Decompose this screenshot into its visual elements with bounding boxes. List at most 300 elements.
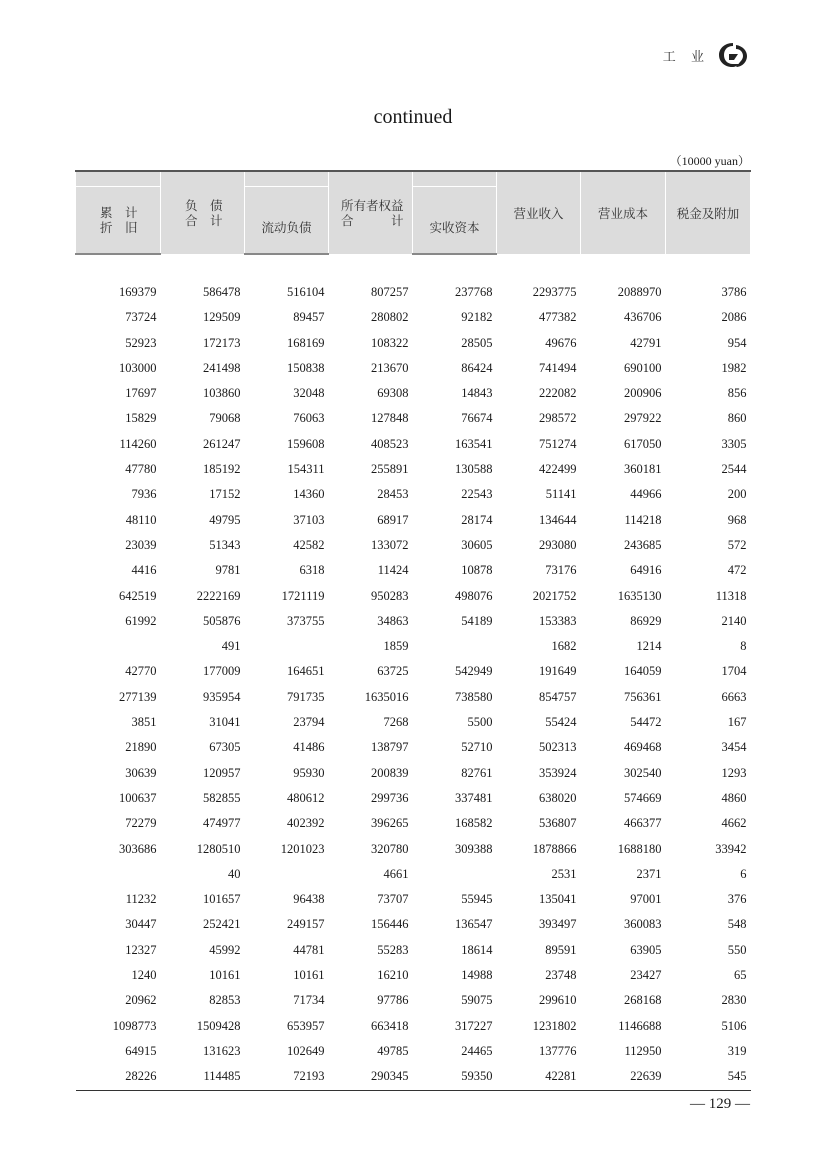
table-cell: 536807 bbox=[539, 816, 577, 831]
table-row bbox=[76, 609, 751, 634]
table-cell: 582855 bbox=[203, 790, 241, 805]
table-cell: 477382 bbox=[539, 310, 577, 325]
table-cell: 4661 bbox=[383, 866, 409, 881]
table-cell: 134644 bbox=[539, 512, 577, 527]
table-row bbox=[76, 432, 751, 457]
table-cell: 114485 bbox=[161, 1064, 245, 1090]
table-cell: 17697 bbox=[125, 386, 157, 401]
table-cell: 586478 bbox=[203, 285, 241, 299]
table-cell: 935954 bbox=[203, 689, 241, 704]
table-row bbox=[76, 381, 751, 406]
table-cell: 1859 bbox=[383, 639, 409, 654]
table-cell: 474977 bbox=[203, 816, 241, 831]
table-cell: 5106 bbox=[721, 1018, 747, 1033]
table-cell: 34863 bbox=[377, 613, 409, 628]
table-cell: 1240 bbox=[131, 968, 157, 983]
table-cell: 30447 bbox=[125, 917, 157, 932]
table-cell: 950283 bbox=[371, 588, 409, 603]
table-cell: 2140 bbox=[721, 613, 747, 628]
table-cell: 95930 bbox=[293, 765, 325, 780]
table-cell: 791735 bbox=[287, 689, 325, 704]
section-label: 工 业 bbox=[662, 48, 710, 64]
table-cell: 8 bbox=[740, 639, 747, 654]
table-cell: 167 bbox=[727, 715, 747, 730]
table-cell bbox=[76, 862, 161, 887]
table-cell: 516104 bbox=[287, 285, 325, 299]
table-cell: 79068 bbox=[209, 411, 241, 426]
table-cell: 31041 bbox=[209, 715, 241, 730]
table-cell: 44966 bbox=[630, 487, 662, 502]
table-cell: 172173 bbox=[203, 335, 241, 350]
table-cell: 47780 bbox=[125, 462, 157, 477]
table-cell: 64916 bbox=[630, 563, 662, 578]
table-cell: 33942 bbox=[715, 841, 747, 856]
table-cell: 360181 bbox=[624, 462, 662, 477]
table-cell: 48110 bbox=[125, 512, 157, 527]
table-cell: 268168 bbox=[624, 993, 662, 1008]
table-cell: 18614 bbox=[461, 942, 493, 957]
table-cell: 52710 bbox=[461, 740, 493, 755]
table-cell: 638020 bbox=[539, 790, 577, 805]
table-cell: 402392 bbox=[287, 816, 325, 831]
table-cell: 303686 bbox=[119, 841, 157, 856]
table-cell: 20962 bbox=[125, 993, 157, 1008]
page-number: — 129 — bbox=[690, 1096, 750, 1112]
table-cell: 44781 bbox=[293, 942, 325, 957]
table-cell: 11424 bbox=[377, 563, 409, 578]
table-cell: 45992 bbox=[209, 942, 241, 957]
table-cell: 127848 bbox=[371, 411, 409, 426]
table-cell: 4860 bbox=[721, 790, 747, 805]
table-cell: 280802 bbox=[371, 310, 409, 325]
table-cell: 73176 bbox=[545, 563, 577, 578]
spacer-cell bbox=[76, 254, 751, 280]
table-cell: 12327 bbox=[125, 942, 157, 957]
table-cell: 856 bbox=[727, 386, 747, 401]
table-row bbox=[76, 710, 751, 735]
header-current-liabilities-label: 流动负债 bbox=[261, 219, 312, 235]
header-taxes-surcharges bbox=[666, 171, 751, 254]
table-cell: 76674 bbox=[461, 411, 493, 426]
table-cell: 299610 bbox=[539, 993, 577, 1008]
table-cell: 249157 bbox=[287, 917, 325, 932]
header-operating-revenue bbox=[497, 171, 581, 254]
table-cell: 502313 bbox=[539, 740, 577, 755]
table-cell: 114218 bbox=[624, 512, 662, 527]
table-cell: 1688180 bbox=[617, 841, 662, 856]
table-cell: 243685 bbox=[624, 537, 662, 552]
table-body bbox=[76, 254, 751, 1090]
table-cell: 22639 bbox=[581, 1064, 666, 1090]
table-cell: 741494 bbox=[539, 360, 577, 375]
table-row bbox=[76, 508, 751, 533]
table-cell: 738580 bbox=[455, 689, 493, 704]
table-cell: 21890 bbox=[125, 740, 157, 755]
table-cell: 23039 bbox=[125, 537, 157, 552]
table-cell: 3786 bbox=[721, 285, 747, 299]
table-cell: 491 bbox=[221, 639, 241, 654]
table-cell: 7936 bbox=[131, 487, 157, 502]
table-cell: 302540 bbox=[624, 765, 662, 780]
table-cell: 309388 bbox=[455, 841, 493, 856]
table-cell: 4662 bbox=[721, 816, 747, 831]
table-cell: 114260 bbox=[119, 436, 157, 451]
table-cell: 28505 bbox=[461, 335, 493, 350]
table-cell: 89457 bbox=[293, 310, 325, 325]
table-cell: 191649 bbox=[539, 664, 577, 679]
table-cell: 42582 bbox=[293, 537, 325, 552]
table-row bbox=[76, 912, 751, 937]
table-cell: 317227 bbox=[455, 1018, 493, 1033]
table-cell: 1098773 bbox=[112, 1018, 157, 1033]
table-cell: 16210 bbox=[377, 968, 409, 983]
header-depreciation-label: 累 计 折 旧 bbox=[100, 205, 138, 235]
table-cell: 63905 bbox=[630, 942, 662, 957]
table-cell: 102649 bbox=[287, 1043, 325, 1058]
table-row bbox=[76, 558, 751, 583]
unit-label: （10000 yuan） bbox=[669, 154, 750, 168]
table-cell: 49795 bbox=[209, 512, 241, 527]
table-cell: 73724 bbox=[125, 310, 157, 325]
header-gap bbox=[76, 171, 161, 187]
table-cell: 169379 bbox=[119, 285, 157, 299]
table-cell: 7268 bbox=[383, 715, 409, 730]
table-cell: 103000 bbox=[119, 360, 157, 375]
table-row bbox=[76, 406, 751, 431]
table-cell: 2830 bbox=[721, 993, 747, 1008]
table-cell: 360083 bbox=[624, 917, 662, 932]
table-cell: 261247 bbox=[203, 436, 241, 451]
table-cell: 14360 bbox=[293, 487, 325, 502]
table-cell: 2088970 bbox=[617, 285, 662, 299]
table-cell: 2222169 bbox=[196, 588, 241, 603]
table-cell: 168169 bbox=[287, 335, 325, 350]
header-total-liabilities-label: 负 债 合 计 bbox=[185, 198, 223, 228]
table-cell: 663418 bbox=[371, 1018, 409, 1033]
table-cell: 28226 bbox=[76, 1064, 161, 1090]
table-cell: 297922 bbox=[624, 411, 662, 426]
section-logo-icon bbox=[716, 40, 750, 70]
table-cell: 10161 bbox=[293, 968, 325, 983]
table-cell: 2021752 bbox=[532, 588, 577, 603]
table-cell: 73707 bbox=[377, 892, 409, 907]
table-cell: 133072 bbox=[371, 537, 409, 552]
table-cell: 1704 bbox=[721, 664, 747, 679]
table-cell: 37103 bbox=[293, 512, 325, 527]
table-cell: 213670 bbox=[371, 360, 409, 375]
table-row bbox=[76, 938, 751, 963]
table-row bbox=[76, 1064, 751, 1090]
table-cell: 11318 bbox=[715, 588, 747, 603]
table-cell: 3305 bbox=[721, 436, 747, 451]
table-cell: 153383 bbox=[539, 613, 577, 628]
table-cell: 293080 bbox=[539, 537, 577, 552]
table-cell: 690100 bbox=[624, 360, 662, 375]
table-cell: 63725 bbox=[377, 664, 409, 679]
table-cell: 1146688 bbox=[618, 1018, 662, 1033]
table-cell: 6 bbox=[740, 866, 747, 881]
header-owners-equity bbox=[329, 171, 413, 254]
table-cell: 1878866 bbox=[532, 841, 577, 856]
table-row bbox=[76, 584, 751, 609]
table-cell: 290345 bbox=[329, 1064, 413, 1090]
table-row bbox=[76, 862, 751, 887]
table-cell: 154311 bbox=[287, 462, 325, 477]
table-row bbox=[76, 482, 751, 507]
table-cell: 164059 bbox=[624, 664, 662, 679]
table-cell: 101657 bbox=[203, 892, 241, 907]
table-cell: 168582 bbox=[455, 816, 493, 831]
table-cell: 59075 bbox=[461, 993, 493, 1008]
table-cell: 393497 bbox=[539, 917, 577, 932]
table-row bbox=[76, 735, 751, 760]
table-row bbox=[76, 1014, 751, 1039]
table-cell: 185192 bbox=[203, 462, 241, 477]
table-row bbox=[76, 761, 751, 786]
table-cell bbox=[76, 634, 161, 659]
table-cell: 1280510 bbox=[196, 841, 241, 856]
table-cell: 159608 bbox=[287, 436, 325, 451]
table-cell: 572 bbox=[727, 537, 747, 552]
table-cell: 1635130 bbox=[617, 588, 662, 603]
table-cell: 2531 bbox=[551, 866, 577, 881]
table-cell bbox=[245, 634, 329, 659]
table-row bbox=[76, 331, 751, 356]
header-current-liabilities bbox=[245, 187, 329, 255]
table-cell: 156446 bbox=[371, 917, 409, 932]
table-cell: 23794 bbox=[293, 715, 325, 730]
table-cell: 505876 bbox=[203, 613, 241, 628]
table-cell: 54189 bbox=[461, 613, 493, 628]
header-gap bbox=[245, 171, 329, 187]
table-cell: 10161 bbox=[209, 968, 241, 983]
table-cell: 9781 bbox=[215, 563, 241, 578]
header-operating-revenue-label: 营业收入 bbox=[513, 205, 564, 221]
table-row bbox=[76, 305, 751, 330]
table-cell: 49676 bbox=[545, 335, 577, 350]
table-cell: 24465 bbox=[461, 1043, 493, 1058]
table-cell: 320780 bbox=[371, 841, 409, 856]
table-cell: 2293775 bbox=[532, 285, 577, 299]
table-cell: 1682 bbox=[551, 639, 577, 654]
table-cell: 61992 bbox=[125, 613, 157, 628]
table-cell bbox=[413, 634, 497, 659]
table-cell: 751274 bbox=[539, 436, 577, 451]
table-cell: 2371 bbox=[636, 866, 662, 881]
table-cell: 200 bbox=[727, 487, 747, 502]
table-cell: 1231802 bbox=[532, 1018, 577, 1033]
table-cell: 860 bbox=[727, 411, 747, 426]
table-cell: 550 bbox=[727, 942, 747, 957]
table-cell: 89591 bbox=[545, 942, 577, 957]
table-cell: 82761 bbox=[461, 765, 493, 780]
table-cell: 138797 bbox=[371, 740, 409, 755]
table-row bbox=[76, 685, 751, 710]
table-cell: 150838 bbox=[287, 360, 325, 375]
table-row bbox=[76, 533, 751, 558]
table-cell: 854757 bbox=[539, 689, 577, 704]
table-cell: 472 bbox=[727, 563, 747, 578]
table-cell: 6318 bbox=[299, 563, 325, 578]
table-row bbox=[76, 457, 751, 482]
table-row bbox=[76, 988, 751, 1013]
table-row bbox=[76, 811, 751, 836]
table-cell: 130588 bbox=[455, 462, 493, 477]
table-cell: 200906 bbox=[624, 386, 662, 401]
table-cell: 135041 bbox=[539, 892, 577, 907]
table-cell: 408523 bbox=[371, 436, 409, 451]
table-cell: 65 bbox=[734, 968, 747, 983]
table-cell: 653957 bbox=[287, 1018, 325, 1033]
table-cell: 3454 bbox=[721, 740, 747, 755]
table-cell: 86424 bbox=[461, 360, 493, 375]
table-cell: 131623 bbox=[203, 1043, 241, 1058]
table-cell: 55945 bbox=[461, 892, 493, 907]
table-cell: 30605 bbox=[461, 537, 493, 552]
table-cell: 396265 bbox=[371, 816, 409, 831]
table-cell: 617050 bbox=[624, 436, 662, 451]
table-cell: 376 bbox=[727, 892, 747, 907]
table-cell: 112950 bbox=[624, 1043, 662, 1058]
table-cell: 177009 bbox=[203, 664, 241, 679]
table-row bbox=[76, 786, 751, 811]
table-cell: 1509428 bbox=[196, 1018, 241, 1033]
table-cell: 480612 bbox=[287, 790, 325, 805]
header-operating-cost bbox=[581, 171, 666, 254]
table-cell bbox=[413, 862, 497, 887]
table-cell: 337481 bbox=[455, 790, 493, 805]
table-cell: 241498 bbox=[203, 360, 241, 375]
table-cell: 222082 bbox=[539, 386, 577, 401]
header-gap bbox=[413, 171, 497, 187]
table-cell: 968 bbox=[727, 512, 747, 527]
table-cell: 42770 bbox=[125, 664, 157, 679]
table-cell: 55424 bbox=[545, 715, 577, 730]
table-cell: 1201023 bbox=[280, 841, 325, 856]
table-cell: 237768 bbox=[455, 285, 493, 299]
table-cell: 55283 bbox=[377, 942, 409, 957]
table-cell: 17152 bbox=[209, 487, 241, 502]
header-total-liabilities bbox=[161, 171, 245, 254]
table-cell: 1982 bbox=[721, 360, 747, 375]
table-cell: 548 bbox=[727, 917, 747, 932]
table-cell: 163541 bbox=[455, 436, 493, 451]
table-cell: 96438 bbox=[293, 892, 325, 907]
table-cell: 14988 bbox=[461, 968, 493, 983]
table-row bbox=[76, 887, 751, 912]
table-cell: 10878 bbox=[461, 563, 493, 578]
table-cell: 422499 bbox=[539, 462, 577, 477]
header-operating-cost-label: 营业成本 bbox=[597, 205, 648, 221]
table-row bbox=[76, 1039, 751, 1064]
table-cell: 68917 bbox=[377, 512, 409, 527]
table-title: continued bbox=[373, 106, 453, 128]
table-cell: 97001 bbox=[630, 892, 662, 907]
table-cell: 86929 bbox=[630, 613, 662, 628]
running-header bbox=[663, 40, 750, 70]
table-cell: 756361 bbox=[624, 689, 662, 704]
table-cell: 136547 bbox=[455, 917, 493, 932]
table-row bbox=[76, 356, 751, 381]
table-cell: 42281 bbox=[497, 1064, 581, 1090]
table-row bbox=[76, 634, 751, 659]
table-cell: 353924 bbox=[539, 765, 577, 780]
table-cell: 64915 bbox=[125, 1043, 157, 1058]
table-row bbox=[76, 963, 751, 988]
table-cell: 108322 bbox=[371, 335, 409, 350]
table-cell: 252421 bbox=[203, 917, 241, 932]
table-cell: 28453 bbox=[377, 487, 409, 502]
table-cell: 542949 bbox=[455, 664, 493, 679]
header-taxes-surcharges-label: 税金及附加 bbox=[676, 205, 740, 221]
table-cell: 277139 bbox=[119, 689, 157, 704]
table-cell: 49785 bbox=[377, 1043, 409, 1058]
table-cell: 72279 bbox=[125, 816, 157, 831]
table-row bbox=[76, 659, 751, 684]
header-owners-equity-label: 所有者权益 合 计 bbox=[341, 198, 404, 228]
table-cell: 4416 bbox=[131, 563, 157, 578]
table-cell: 23427 bbox=[630, 968, 662, 983]
table-cell: 574669 bbox=[624, 790, 662, 805]
table-cell: 373755 bbox=[287, 613, 325, 628]
table-cell: 76063 bbox=[293, 411, 325, 426]
table-cell: 466377 bbox=[624, 816, 662, 831]
table-cell: 298572 bbox=[539, 411, 577, 426]
table-cell: 6663 bbox=[721, 689, 747, 704]
table-cell: 100637 bbox=[119, 790, 157, 805]
header-paid-in-capital-label: 实收资本 bbox=[429, 219, 480, 235]
table-cell: 22543 bbox=[461, 487, 493, 502]
data-table bbox=[75, 170, 751, 1091]
table-cell: 545 bbox=[666, 1064, 751, 1090]
table-cell: 498076 bbox=[455, 588, 493, 603]
table-cell: 200839 bbox=[371, 765, 409, 780]
header-paid-in-capital bbox=[413, 187, 497, 255]
table-cell: 51141 bbox=[545, 487, 577, 502]
table-row bbox=[76, 280, 751, 305]
table-cell: 41486 bbox=[293, 740, 325, 755]
table-cell: 137776 bbox=[539, 1043, 577, 1058]
table-cell: 42791 bbox=[630, 335, 662, 350]
table-cell: 129509 bbox=[203, 310, 241, 325]
table-cell: 40 bbox=[228, 866, 241, 881]
table-cell: 164651 bbox=[287, 664, 325, 679]
table-cell: 67305 bbox=[209, 740, 241, 755]
table-cell: 319 bbox=[727, 1043, 747, 1058]
table-cell: 1293 bbox=[721, 765, 747, 780]
table-cell: 23748 bbox=[545, 968, 577, 983]
table-cell: 52923 bbox=[125, 335, 157, 350]
table-cell: 120957 bbox=[203, 765, 241, 780]
table-cell: 2544 bbox=[721, 462, 747, 477]
table-cell: 54472 bbox=[630, 715, 662, 730]
table-cell: 71734 bbox=[293, 993, 325, 1008]
table-cell: 30639 bbox=[125, 765, 157, 780]
header-depreciation bbox=[76, 187, 161, 255]
table-cell: 32048 bbox=[293, 386, 325, 401]
table-cell: 2086 bbox=[721, 310, 747, 325]
table-cell: 1721119 bbox=[281, 588, 325, 603]
table-cell: 436706 bbox=[624, 310, 662, 325]
table-cell: 59350 bbox=[413, 1064, 497, 1090]
table-cell: 69308 bbox=[377, 386, 409, 401]
table-cell: 72193 bbox=[245, 1064, 329, 1090]
table-cell: 1214 bbox=[636, 639, 662, 654]
table-cell: 299736 bbox=[371, 790, 409, 805]
table-row bbox=[76, 837, 751, 862]
table-cell: 1635016 bbox=[364, 689, 409, 704]
table-cell: 642519 bbox=[119, 588, 157, 603]
